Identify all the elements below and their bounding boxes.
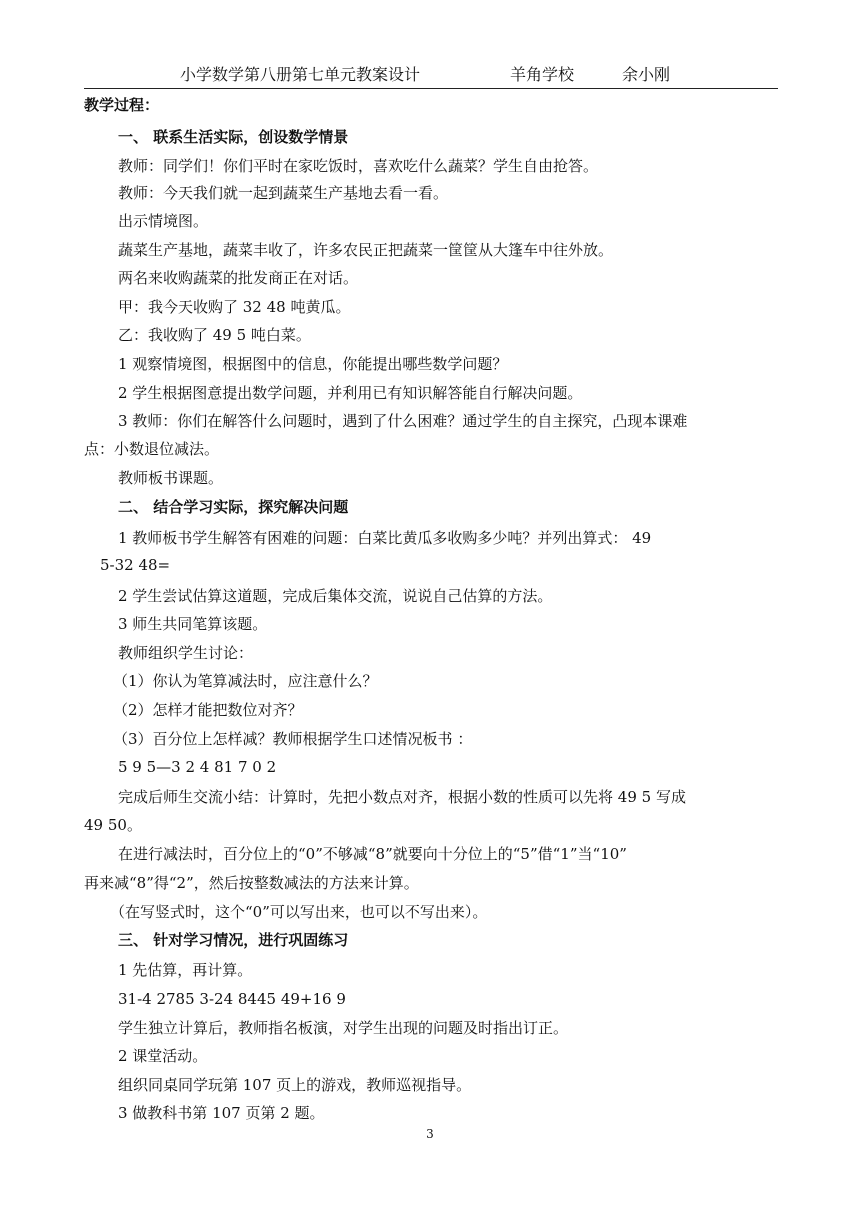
body-line: 49 50。 xyxy=(84,816,142,834)
body-line: 教师组织学生讨论： xyxy=(118,644,254,662)
body-line: （3）百分位上怎样减？教师根据学生口述情况板书 ： xyxy=(113,730,473,748)
body-line: 学生独立计算后，教师指名板演，对学生出现的问题及时指出订正。 xyxy=(118,1019,569,1037)
page-number: 3 xyxy=(426,1127,434,1141)
body-line: 在进行减法时，百分位上的“0”不够减“8”就要向十分位上的“5”借“1”当“10” xyxy=(118,845,627,863)
body-line: 点：小数退位减法。 xyxy=(84,440,220,458)
body-line: 教师：今天我们就一起到蔬菜生产基地去看一看。 xyxy=(118,184,449,202)
header-title: 小学数学第八册第七单元教案设计 xyxy=(180,65,421,84)
body-line: 2 学生尝试估算这道题，完成后集体交流，说说自己估算的方法。 xyxy=(118,587,553,605)
section-label-process: 教学过程： xyxy=(84,96,160,114)
body-line: 5-32 48= xyxy=(100,556,171,574)
body-line: 5 9 5—3 2 4 81 7 0 2 xyxy=(118,758,277,776)
body-line: 教师板书课题。 xyxy=(118,469,224,487)
body-line: 甲：我今天收购了 32 48 吨黄瓜。 xyxy=(118,298,351,316)
body-line: 3 师生共同笔算该题。 xyxy=(118,615,268,633)
body-line: 两名来收购蔬菜的批发商正在对话。 xyxy=(118,269,359,287)
header-school: 羊角学校 xyxy=(510,65,575,84)
body-line: 组织同桌同学玩第 107 页上的游戏，教师巡视指导。 xyxy=(118,1076,472,1094)
body-line: （1）你认为笔算减法时，应注意什么？ xyxy=(113,672,378,690)
body-line: 2 学生根据图意提出数学问题，并利用已有知识解答能自行解决问题。 xyxy=(118,384,583,402)
body-line: 蔬菜生产基地，蔬菜丰收了，许多农民正把蔬菜一筐筐从大篷车中往外放。 xyxy=(118,241,614,259)
body-line: 3 教师：你们在解答什么问题时，遇到了什么困难？通过学生的自主探究，凸现本课难 xyxy=(118,412,688,430)
section-heading-3: 三、 针对学习情况，进行巩固练习 xyxy=(118,931,349,949)
body-line: 出示情境图。 xyxy=(118,212,209,230)
body-line: 1 观察情境图，根据图中的信息，你能提出哪些数学问题？ xyxy=(118,355,508,373)
body-line: 乙：我收购了 49 5 吨白菜。 xyxy=(118,326,311,344)
body-line: 3 做教科书第 107 页第 2 题。 xyxy=(118,1104,325,1122)
body-line: 1 先估算，再计算。 xyxy=(118,961,253,979)
body-line: 31-4 2785 3-24 8445 49+16 9 xyxy=(118,990,346,1008)
section-heading-1: 一、 联系生活实际，创设数学情景 xyxy=(118,128,349,146)
body-line: （2）怎样才能把数位对齐？ xyxy=(113,701,303,719)
page-header xyxy=(84,60,778,89)
body-line: 2 课堂活动。 xyxy=(118,1047,208,1065)
body-line: 再来减“8”得“2”，然后按整数减法的方法来计算。 xyxy=(84,874,419,892)
body-line: 教师：同学们！你们平时在家吃饭时，喜欢吃什么蔬菜？学生自由抢答。 xyxy=(118,157,599,175)
body-line: 1 教师板书学生解答有困难的问题：白菜比黄瓜多收购多少吨？并列出算式： 49 xyxy=(118,529,652,547)
body-line: 完成后师生交流小结：计算时，先把小数点对齐，根据小数的性质可以先将 49 5 写成 xyxy=(118,788,686,806)
section-heading-2: 二、 结合学习实际，探究解决问题 xyxy=(118,498,349,516)
body-line: （在写竖式时，这个“0”可以写出来，也可以不写出来）。 xyxy=(110,903,488,921)
header-teacher: 余小刚 xyxy=(622,65,671,84)
